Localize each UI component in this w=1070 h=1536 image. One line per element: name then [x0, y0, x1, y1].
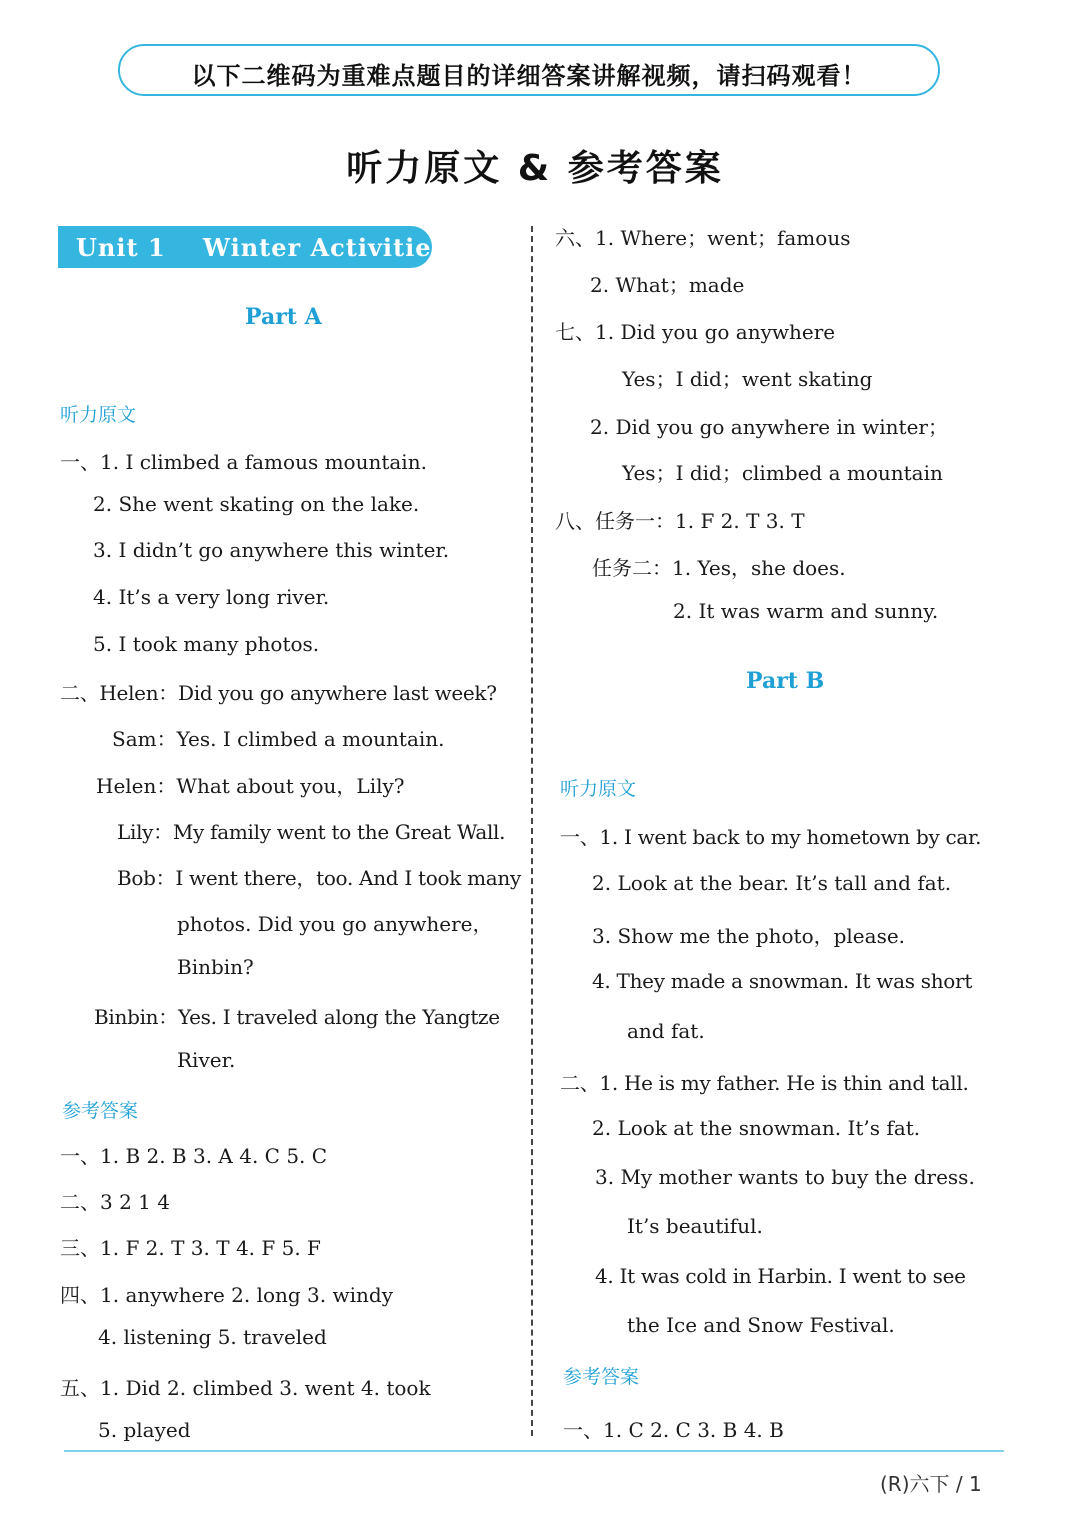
dialogue-line: Bob：I went there，too. And I took many [117, 866, 521, 890]
answer-line: 4. listening 5. traveled [98, 1325, 327, 1349]
dialogue-line: Sam：Yes. I climbed a mountain. [112, 727, 445, 751]
answer-line: 一、1. B 2. B 3. A 4. C 5. C [60, 1144, 328, 1168]
answer-line: 2. Did you go anywhere in winter； [590, 415, 948, 439]
part-b-heading: Part B [746, 668, 825, 694]
text-line: 3. My mother wants to buy the dress. [595, 1165, 975, 1189]
footer-rule [64, 1450, 1004, 1452]
text-line: the Ice and Snow Festival. [627, 1313, 895, 1337]
dialogue-line: 二、Helen：Did you go anywhere last week? [60, 681, 497, 705]
text-line: 2. Look at the bear. It’s tall and fat. [592, 871, 952, 895]
text-line: and fat. [627, 1019, 705, 1043]
text-line: 3. Show me the photo，please. [592, 924, 906, 948]
answer-line: 2. What；made [590, 273, 745, 297]
text-line: 一、1. I went back to my hometown by car. [560, 825, 982, 849]
dialogue-line: Helen：What about you，Lily? [96, 774, 405, 798]
text-line: 4. They made a snowman. It was short [592, 969, 973, 993]
listening-script-label: 听力原文 [60, 404, 137, 426]
answer-line: 三、1. F 2. T 3. T 4. F 5. F [60, 1236, 321, 1260]
dialogue-line: River. [177, 1048, 236, 1072]
page-footer: (R)六下 / 1 [880, 1472, 982, 1496]
answer-line: 2. It was warm and sunny. [673, 599, 939, 623]
text-line: 二、1. He is my father. He is thin and tall. [560, 1071, 969, 1095]
dialogue-line: Binbin? [177, 955, 254, 979]
qr-notice-banner [118, 44, 940, 96]
dialogue-line: photos. Did you go anywhere， [177, 912, 493, 936]
unit-heading-tab [58, 226, 446, 268]
part-a-heading: Part A [245, 304, 322, 330]
listening-script-label: 听力原文 [560, 778, 637, 800]
text-line: 4. It was cold in Harbin. I went to see [595, 1264, 966, 1288]
answer-key-label: 参考答案 [62, 1100, 139, 1122]
answer-line: 5. played [98, 1418, 191, 1442]
answer-key-label: 参考答案 [563, 1366, 640, 1388]
dialogue-line: Lily：My family went to the Great Wall. [117, 820, 506, 844]
unit-title: Unit 1 Winter Activities [76, 233, 446, 262]
answer-line: 二、3 2 1 4 [60, 1190, 170, 1214]
banner-text: 以下二维码为重难点题目的详细答案讲解视频，请扫码观看！ [191, 62, 867, 90]
answer-line: Yes；I did；went skating [622, 367, 873, 391]
answer-line: 六、1. Where；went；famous [555, 226, 851, 250]
text-line: 4. It’s a very long river. [93, 585, 330, 609]
text-line: It’s beautiful. [627, 1214, 763, 1238]
answer-line: 七、1. Did you go anywhere [555, 320, 836, 344]
answer-line: 任务二：1. Yes，she does. [592, 556, 846, 580]
text-line: 5. I took many photos. [93, 632, 320, 656]
page-title: 听力原文 & 参考答案 [346, 148, 724, 189]
answer-line: 八、任务一：1. F 2. T 3. T [555, 509, 805, 533]
answer-line: 五、1. Did 2. climbed 3. went 4. took [60, 1376, 431, 1400]
answer-line: Yes；I did；climbed a mountain [622, 461, 943, 485]
text-line: 2. She went skating on the lake. [93, 492, 420, 516]
dialogue-line: Binbin：Yes. I traveled along the Yangtze [94, 1005, 500, 1029]
answer-line: 一、1. C 2. C 3. B 4. B [563, 1418, 784, 1442]
column-divider [531, 226, 533, 1436]
answer-line: 四、1. anywhere 2. long 3. windy [60, 1283, 393, 1307]
text-line: 2. Look at the snowman. It’s fat. [592, 1116, 921, 1140]
text-line: 3. I didn’t go anywhere this winter. [93, 538, 450, 562]
text-line: 一、1. I climbed a famous mountain. [60, 450, 427, 474]
